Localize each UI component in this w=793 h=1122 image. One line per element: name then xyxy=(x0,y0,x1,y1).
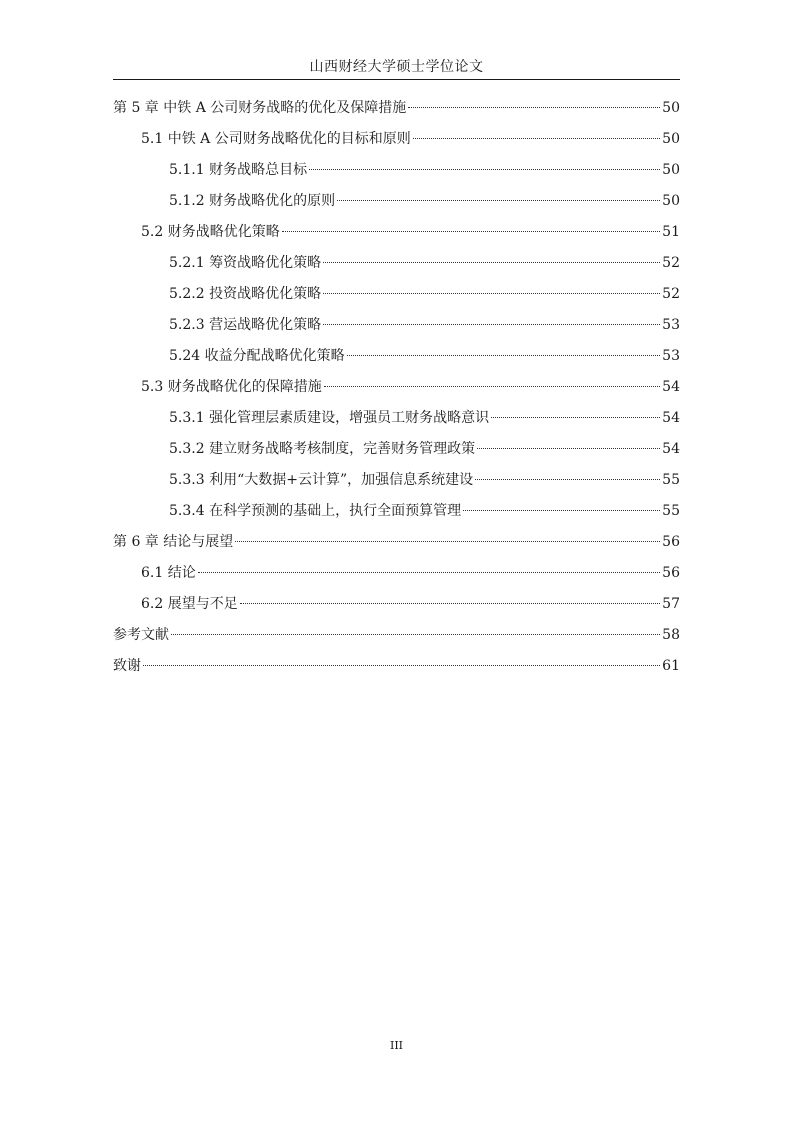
toc-entry-page: 55 xyxy=(662,472,680,488)
toc-entry[interactable] xyxy=(113,498,680,529)
toc-entry-title: 5.24 收益分配战略优化策略 xyxy=(169,348,345,364)
toc-dot-leader xyxy=(282,231,660,232)
toc-entry-page: 54 xyxy=(662,410,680,426)
toc-entry-title: 5.3.1 强化管理层素质建设，增强员工财务战略意识 xyxy=(169,410,490,426)
toc-entry[interactable] xyxy=(113,467,680,498)
toc-entry-page: 50 xyxy=(662,162,680,178)
toc-entry[interactable] xyxy=(113,312,680,343)
toc-entry[interactable] xyxy=(113,436,680,467)
toc-entry[interactable] xyxy=(113,157,680,188)
toc-entry-page: 57 xyxy=(662,596,680,612)
toc-entry[interactable] xyxy=(113,188,680,219)
toc-entry-title: 5.2.3 营运战略优化策略 xyxy=(169,317,322,333)
toc-entry[interactable] xyxy=(113,405,680,436)
toc-dot-leader xyxy=(323,324,660,325)
toc-dot-leader xyxy=(143,665,660,666)
toc-entry[interactable] xyxy=(113,591,680,622)
toc-entry-title: 参考文献 xyxy=(113,627,169,643)
toc-dot-leader xyxy=(463,510,660,511)
toc-dot-leader xyxy=(324,386,660,387)
toc-entry-title: 5.2.1 筹资战略优化策略 xyxy=(169,255,322,271)
toc-entry-page: 53 xyxy=(662,348,680,364)
toc-entry-page: 50 xyxy=(662,193,680,209)
toc-dot-leader xyxy=(337,200,660,201)
toc-dot-leader xyxy=(477,448,660,449)
toc-entry-title: 5.3.4 在科学预测的基础上，执行全面预算管理 xyxy=(169,503,462,519)
toc-entry[interactable] xyxy=(113,126,680,157)
toc-entry[interactable] xyxy=(113,281,680,312)
toc-entry-page: 53 xyxy=(662,317,680,333)
toc-entry-title: 5.3.3 利用“大数据+云计算”，加强信息系统建设 xyxy=(169,472,474,488)
toc-dot-leader xyxy=(198,572,660,573)
toc-entry-title: 6.2 展望与不足 xyxy=(141,596,238,612)
toc-entry-page: 55 xyxy=(662,503,680,519)
toc-entry[interactable] xyxy=(113,374,680,405)
toc-entry-title: 5.3 财务战略优化的保障措施 xyxy=(141,379,322,395)
toc-dot-leader xyxy=(323,262,660,263)
toc-entry[interactable] xyxy=(113,250,680,281)
toc-dot-leader xyxy=(240,603,660,604)
toc-entry-title: 第 5 章 中铁 A 公司财务战略的优化及保障措施 xyxy=(113,100,407,116)
toc-dot-leader xyxy=(171,634,660,635)
toc-entry-title: 第 6 章 结论与展望 xyxy=(113,534,234,550)
toc-entry-title: 5.2.2 投资战略优化策略 xyxy=(169,286,322,302)
toc-entry-page: 54 xyxy=(662,379,680,395)
toc-entry-title: 6.1 结论 xyxy=(141,565,196,581)
toc-entry[interactable] xyxy=(113,529,680,560)
toc-entry-page: 56 xyxy=(662,565,680,581)
table-of-contents xyxy=(113,95,680,684)
toc-dot-leader xyxy=(413,138,660,139)
toc-entry-page: 50 xyxy=(662,131,680,147)
toc-entry[interactable] xyxy=(113,560,680,591)
toc-entry-title: 5.1 中铁 A 公司财务战略优化的目标和原则 xyxy=(141,131,411,147)
toc-dot-leader xyxy=(491,417,660,418)
toc-entry[interactable] xyxy=(113,219,680,250)
toc-entry-title: 5.1.1 财务战略总目标 xyxy=(169,162,308,178)
toc-entry-page: 61 xyxy=(662,658,680,674)
toc-entry-page: 52 xyxy=(662,286,680,302)
toc-entry[interactable] xyxy=(113,95,680,126)
toc-entry-page: 54 xyxy=(662,441,680,457)
toc-dot-leader xyxy=(235,541,660,542)
toc-entry-page: 51 xyxy=(662,224,680,240)
page-number: III xyxy=(389,1039,404,1052)
toc-entry-title: 5.2 财务战略优化策略 xyxy=(141,224,280,240)
toc-dot-leader xyxy=(408,107,660,108)
toc-entry-page: 50 xyxy=(662,100,680,116)
toc-dot-leader xyxy=(323,293,660,294)
toc-entry[interactable] xyxy=(113,343,680,374)
header-divider xyxy=(113,79,680,80)
toc-entry-title: 5.3.2 建立财务战略考核制度，完善财务管理政策 xyxy=(169,441,476,457)
toc-entry-page: 52 xyxy=(662,255,680,271)
toc-entry[interactable] xyxy=(113,653,680,684)
toc-entry[interactable] xyxy=(113,622,680,653)
toc-entry-page: 58 xyxy=(662,627,680,643)
toc-dot-leader xyxy=(309,169,660,170)
toc-dot-leader xyxy=(347,355,661,356)
toc-entry-title: 致谢 xyxy=(113,658,141,674)
running-header: 山西财经大学硕士学位论文 xyxy=(309,59,484,75)
toc-entry-page: 56 xyxy=(662,534,680,550)
toc-dot-leader xyxy=(475,479,660,480)
toc-entry-title: 5.1.2 财务战略优化的原则 xyxy=(169,193,336,209)
